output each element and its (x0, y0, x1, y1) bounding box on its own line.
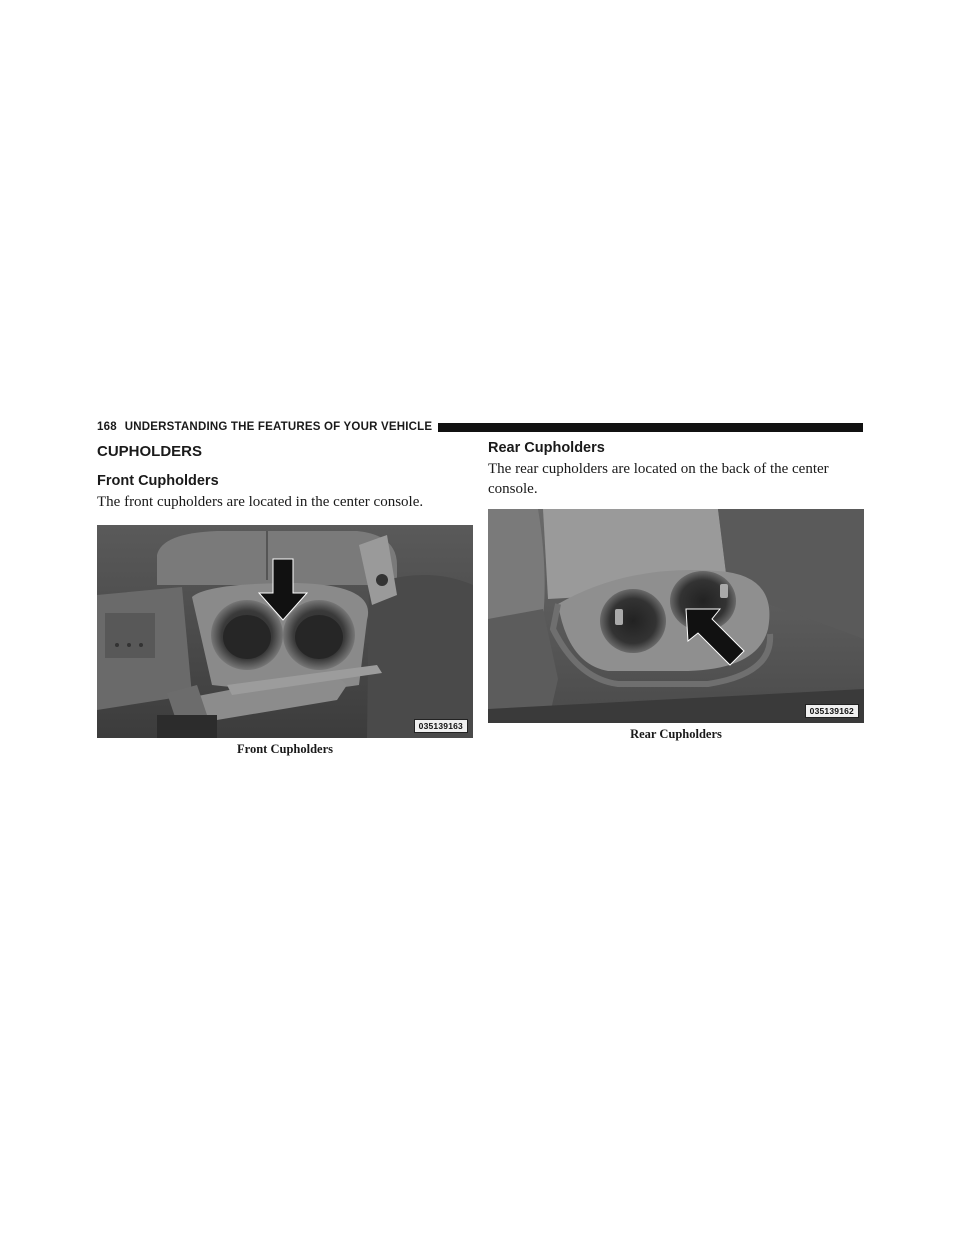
subsection-title-rear: Rear Cupholders (488, 440, 605, 456)
rear-cupholders-figure (488, 509, 864, 723)
subsection-title-front: Front Cupholders (97, 473, 219, 489)
front-cupholders-illustration (97, 525, 473, 738)
rear-figure-caption: Rear Cupholders (630, 727, 722, 741)
page-header (97, 419, 863, 435)
figure-id-rear: 035139162 (805, 704, 859, 718)
rear-body-text: The rear cupholders are located on the back of the center console. (488, 461, 829, 497)
running-title: UNDERSTANDING THE FEATURES OF YOUR VEHICLE (124, 421, 433, 433)
header-rule (438, 423, 863, 432)
front-figure-caption: Front Cupholders (237, 742, 333, 756)
figure-id-front: 035139163 (414, 719, 468, 733)
page-number: 168 (97, 421, 117, 433)
right-column (488, 440, 864, 742)
front-cupholders-figure (97, 525, 473, 738)
left-column (97, 440, 473, 757)
rear-cupholders-illustration (488, 509, 864, 723)
section-title: CUPHOLDERS (97, 443, 203, 460)
front-body-text: The front cupholders are located in the center console. (97, 494, 424, 510)
